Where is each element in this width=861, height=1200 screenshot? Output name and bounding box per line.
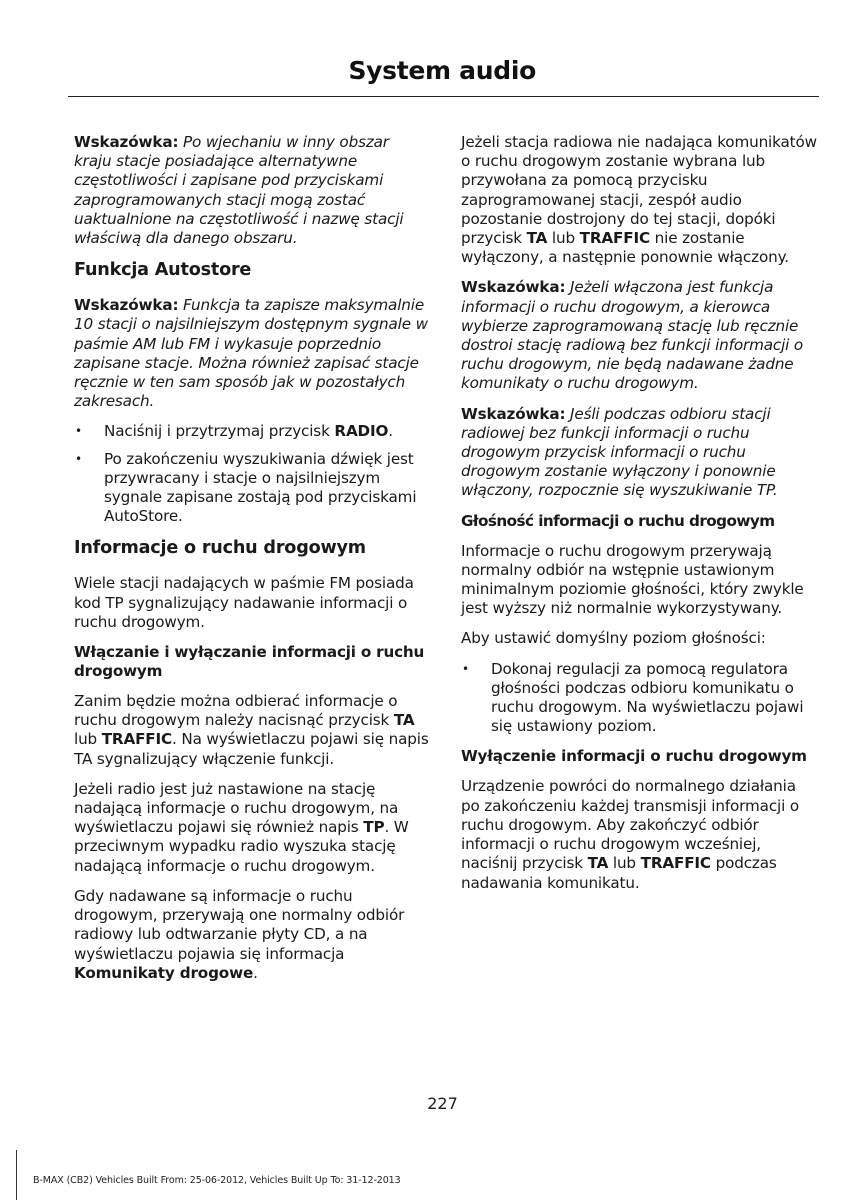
page-header <box>0 56 536 85</box>
list-item: • Po zakończeniu wyszukiwania dźwięk jest przywracany i stacje o najsilniejszym sygnale zapisane zostają pod przyciskami AutoStore. <box>74 450 430 527</box>
traffic-announcement-paragraph <box>74 887 430 983</box>
header-divider <box>68 96 819 97</box>
radio-key-label: RADIO <box>334 422 389 441</box>
traffic-off-paragraph <box>461 777 817 892</box>
note-text: Funkcja ta zapisze maksymalnie 10 stacji o najsilniejszym dostępnym sygnale w paśmie AM lub FM i wykasuje poprzednio zapisane stacje. Można również zapisać stacje ręcznie w ten sam sposób jak w pozostałych zakresach. <box>74 296 428 411</box>
note-label: Wskazówka: <box>461 278 566 297</box>
note-label: Wskazówka: <box>461 404 566 423</box>
note-autostore <box>74 296 430 411</box>
default-volume-intro: Aby ustawić domyślny poziom głośności: <box>461 629 766 648</box>
note-text: Jeżeli włączona jest funkcja informacji o ruchu drogowym, a kierowca wybierze zaprogramowaną stację lub ręcznie dostroi stację radiową bez funkcji informacji o ruchu drogowym, nie będą nadawane żadne komunikaty o ruchu drogowym. <box>461 278 804 393</box>
volume-steps <box>461 660 817 737</box>
paragraph-text: Jeżeli stacja radiowa nie nadająca komunikatów o ruchu drogowym zostanie wybrana lub przywołana za pomocą przycisku zaprogramowanej stacji, zespół audio pozostanie dostrojony do tej stacji, dopóki przycisk <box>461 133 817 248</box>
heading-traffic-off: Wyłączenie informacji o ruchu drogowym <box>461 747 807 766</box>
traffic-key-label: TRAFFIC <box>640 854 711 873</box>
page-title: System audio <box>348 56 536 85</box>
traffic-volume-paragraph: Informacje o ruchu drogowym przerywają normalny odbiór na wstępnie ustawionym minimalnym poziomie głośności, który zwykle jest wyższy niż normalnie wykorzystywany. <box>461 541 804 618</box>
paragraph-text: lub <box>74 730 102 749</box>
heading-traffic-on-off: Włączanie i wyłączanie informacji o ruchu drogowym <box>74 643 425 681</box>
paragraph-text: nie zostanie wyłączony, a następnie ponownie włączony. <box>461 229 789 267</box>
ta-key-label: TA <box>526 229 548 248</box>
ta-key-label: TA <box>393 711 415 730</box>
paragraph-text: lub <box>608 854 641 873</box>
traffic-info-paragraph: Wiele stacji nadających w paśmie FM posiada kod TP sygnalizujący nadawanie informacji o ruchu drogowym. <box>74 574 414 631</box>
paragraph-text: Zanim będzie można odbierać informacje o ruchu drogowym należy nacisnąć przycisk <box>74 692 398 730</box>
list-item: • Dokonaj regulacji za pomocą regulatora głośności podczas odbioru komunikatu o ruchu drogowym. Na wyświetlaczu pojawi się ustawiony poziom. <box>461 660 817 737</box>
paragraph-text: Urządzenie powróci do normalnego działania po zakończeniu każdej transmisji informacji o ruchu drogowym. Aby zakończyć odbiór informacji o ruchu drogowym wcześniej, naciśnij przycisk <box>461 777 799 873</box>
crop-mark <box>16 1150 17 1200</box>
traffic-key-label: TRAFFIC <box>579 229 650 248</box>
non-traffic-station-paragraph <box>461 133 817 267</box>
note-tp-search <box>461 405 817 501</box>
heading-autostore: Funkcja Autostore <box>74 260 252 281</box>
heading-traffic-volume: Głośność informacji o ruchu drogowym <box>461 511 775 530</box>
paragraph-text: Gdy nadawane są informacje o ruchu drogowym, przerywają one normalny odbiór radiowy lub odtwarzanie płyty CD, a na wyświetlaczu pojawia się informacja <box>74 886 405 963</box>
paragraph-text: . Na wyświetlaczu pojawi się napis TA sygnalizujący włączenie funkcji. <box>74 730 429 768</box>
note-preset-station <box>461 278 817 393</box>
left-column <box>74 133 430 994</box>
tp-label: TP <box>363 818 385 837</box>
note-text: Po wjechaniu w inny obszar kraju stacje posiadające alternatywne częstotliwości i zapisane pod przyciskami zaprogramowanych stacji mogą zostać uaktualnione na częstotliwość i nazwę stacji właściwą dla danego obszaru. <box>74 133 404 248</box>
list-item-text: Naciśnij i przytrzymaj przycisk <box>104 422 335 441</box>
traffic-on-paragraph <box>74 692 430 769</box>
tp-paragraph <box>74 780 430 876</box>
list-item <box>74 422 430 441</box>
paragraph-text: lub <box>547 229 580 248</box>
autostore-steps <box>74 422 430 526</box>
traffic-messages-label: Komunikaty drogowe <box>74 963 254 982</box>
note-label: Wskazówka: <box>74 133 179 151</box>
note-text: Jeśli podczas odbioru stacji radiowej bez funkcji informacji o ruchu drogowym przycisk informacji o ruchu drogowym zostanie wyłączony i ponownie włączony, rozpocznie się wyszukiwanie TP. <box>461 404 778 500</box>
list-item-text: . <box>388 422 393 441</box>
ta-key-label: TA <box>587 854 609 873</box>
page-number: 227 <box>427 1094 458 1113</box>
paragraph-text: . <box>253 963 258 982</box>
heading-traffic-info: Informacje o ruchu drogowym <box>74 538 366 559</box>
right-column <box>461 133 817 904</box>
paragraph-text: podczas nadawania komunikatu. <box>461 854 777 892</box>
note-label: Wskazówka: <box>74 296 179 315</box>
note-alt-frequencies <box>74 133 430 248</box>
paragraph-text: Jeżeli radio jest już nastawione na stację nadającą informacje o ruchu drogowym, na wyświetlaczu pojawi się również napis <box>74 779 399 837</box>
paragraph-text: . W przeciwnym wypadku radio wyszuka stację nadającą informacje o ruchu drogowym. <box>74 818 409 875</box>
footer-vehicle-info: B-MAX (CB2) Vehicles Built From: 25-06-2012, Vehicles Built Up To: 31-12-2013 <box>33 1175 401 1186</box>
traffic-key-label: TRAFFIC <box>101 730 173 749</box>
